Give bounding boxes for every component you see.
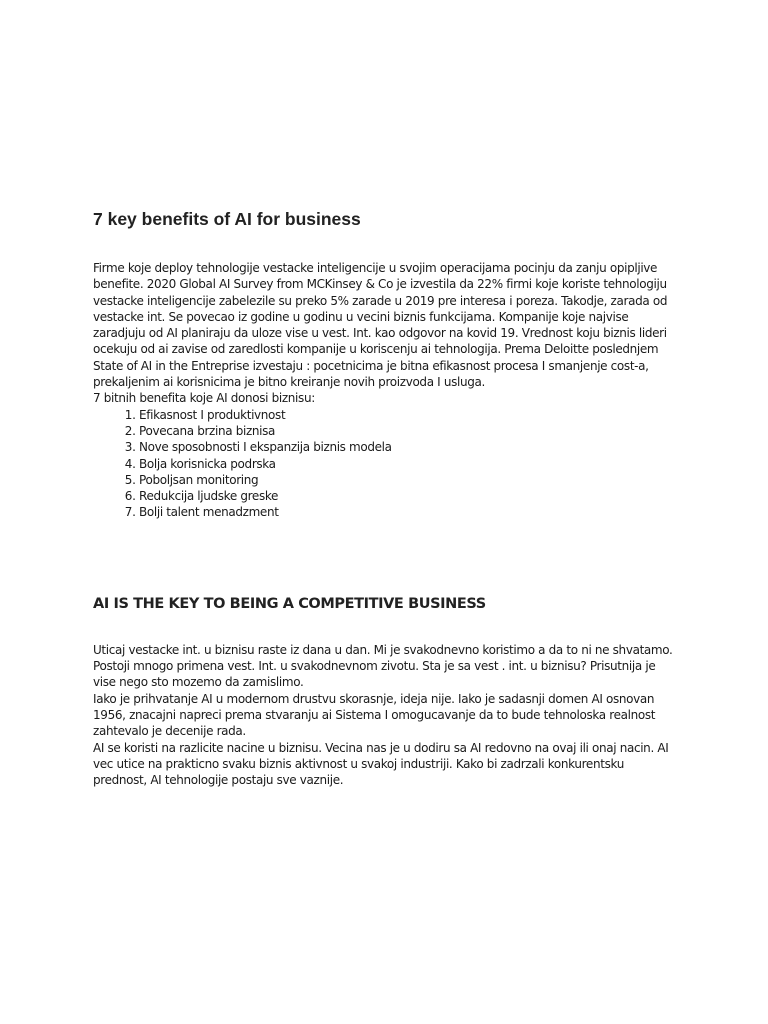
list-item: 7. Bolji talent menadzment xyxy=(139,504,678,520)
intro-paragraph: Firme koje deploy tehnologije vestacke inteligencije u svojim operacijama pocinju da zanju opipljive benefite. 2020 Global AI Survey from MCKinsey & Co je izvestila da 22% firmi koje koriste tehnologiju vestacke inteligencije zabelezile su preko 5% zarade u 2019 pre interesa i poreza. Takodje, zarada od vestacke int. Se povecao iz godine u godinu u vecini biznis funkcijama. Kompanije koje najvise zaradjuju od AI planiraju da uloze vise u vest. Int. kao odgovor na kovid 19. Vrednost koju biznis lideri ocekuju od ai zavise od zaredlosti kompanije u koriscenju ai tehnologija. Prema Deloitte poslednjem State of AI in the Entreprise izvestaju : pocetnicima je bitna efikasnost procesa I smanjenje cost-a, prekaljenim ai korisnicima je bitno kreiranje novih proizvoda I usluga. xyxy=(93,261,668,390)
list-item: 3. Nove sposobnosti I ekspanzija biznis modela xyxy=(139,439,678,455)
body-paragraph-1: Uticaj vestacke int. u biznisu raste iz dana u dan. Mi je svakodnevno koristimo a da to ni ne shvatamo. Postoji mnogo primena vest. Int. u svakodnevnom zivotu. Sta je sa vest . int. u biznisu? Prisutnija je vise nego sto mozemo da zamislimo. xyxy=(93,642,673,690)
list-item: 2. Povecana brzina biznisa xyxy=(139,423,678,439)
body-paragraph-2: Iako je prihvatanje AI u modernom drustvu skorasnje, ideja nije. Iako je sadasnji domen AI osnovan 1956, znacajni napreci prema stvaranju ai Sistema I omogucavanje da to bude tehnoloska realnost zahtevalo je decenije rada. xyxy=(93,691,656,739)
list-item: 5. Poboljsan monitoring xyxy=(139,472,678,488)
document-content xyxy=(93,208,678,788)
list-item: 6. Redukcija ljudske greske xyxy=(139,488,678,504)
body-paragraph-3: AI se koristi na razlicite nacine u biznisu. Vecina nas je u dodiru sa AI redovno na ovaj ili onaj nacin. AI vec utice na prakticno svaku biznis aktivnost u svakoj industriji. Kako bi zadrzali konkurentsku prednost, AI tehnologije postaju sve vaznije. xyxy=(93,740,669,788)
benefits-list xyxy=(93,407,678,521)
list-item: 4. Bolja korisnicka podrska xyxy=(139,456,678,472)
list-item: 1. Efikasnost I produktivnost xyxy=(139,407,678,423)
section-heading: AI IS THE KEY TO BEING A COMPETITIVE BUSINESS xyxy=(93,595,486,612)
benefits-list-lead: 7 bitnih benefita koje AI donosi biznisu: xyxy=(93,391,315,406)
document-title: 7 key benefits of AI for business xyxy=(93,209,361,229)
